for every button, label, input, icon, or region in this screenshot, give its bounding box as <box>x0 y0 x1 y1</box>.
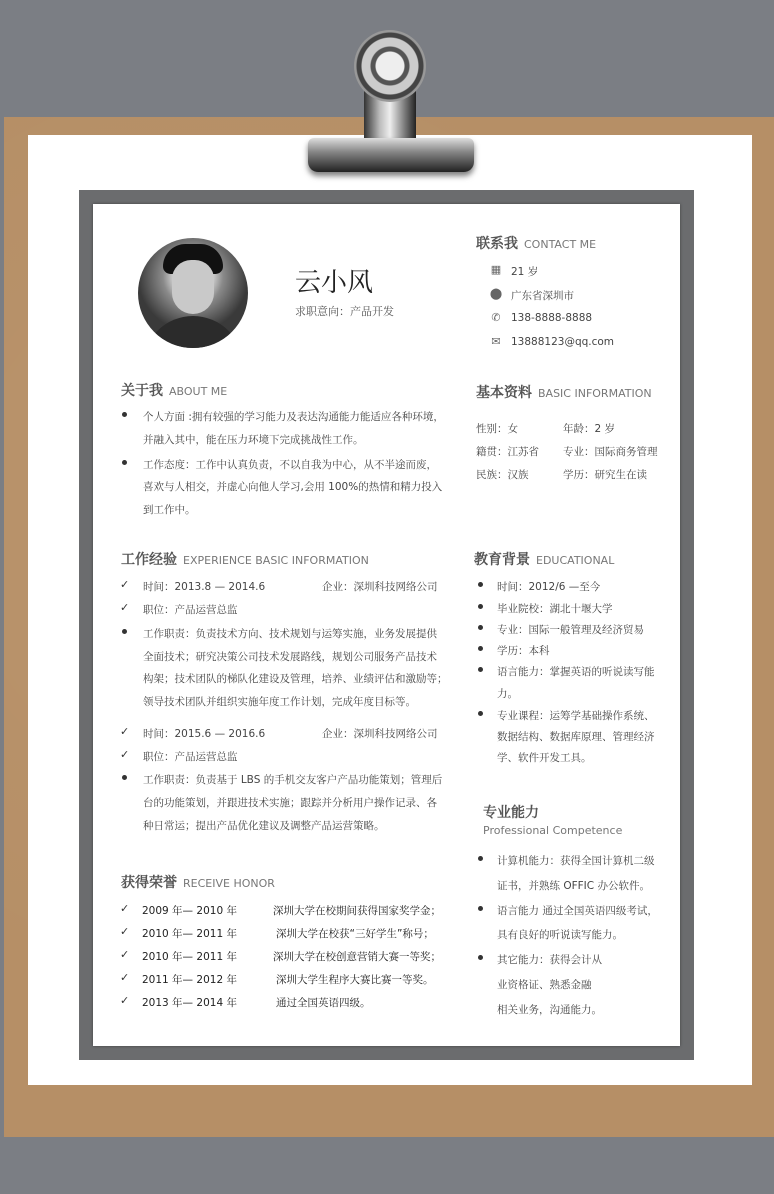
bullet <box>122 775 127 780</box>
bullet <box>478 646 483 651</box>
work-title: 工作经验 <box>121 552 177 568</box>
honor-year: 2013 年— 2014 年 <box>142 997 237 1009</box>
check-icon: ✓ <box>120 948 130 961</box>
honor-text: 深圳大学在校期间获得国家奖学金； <box>273 905 441 917</box>
skills-subtitle: Professional Competence <box>483 824 623 837</box>
contact-location: 广东省深圳市 <box>511 290 574 302</box>
avatar <box>138 238 248 348</box>
honor-year: 2010 年— 2011 年 <box>142 951 237 963</box>
work-heading <box>121 549 369 569</box>
bullet <box>478 667 483 672</box>
honor-title-en: RECEIVE HONOR <box>183 877 275 890</box>
avatar-shoulders <box>143 316 243 348</box>
job1-company: 企业：深圳科技网络公司 <box>322 581 438 593</box>
bullet <box>478 604 483 609</box>
job-intent: 求职意向：产品开发 <box>295 305 394 318</box>
bullet <box>478 856 483 861</box>
honor-year: 2010 年— 2011 年 <box>142 928 237 940</box>
basic-title: 基本资料 <box>476 385 532 401</box>
job1-duty: 构架；技术团队的梯队化建设及管理，培养、业绩评估和激励等； <box>143 673 448 685</box>
basic-gender: 性别：女 <box>476 423 518 435</box>
edu-title: 教育背景 <box>474 552 530 568</box>
calendar-icon: ▦ <box>490 263 502 276</box>
contact-title-en: CONTACT ME <box>524 238 597 251</box>
contact-heading <box>476 233 596 253</box>
skills-line: 语言能力 通过全国英语四级考试， <box>497 905 658 917</box>
bullet <box>478 906 483 911</box>
work-title-en: EXPERIENCE BASIC INFORMATION <box>183 554 369 567</box>
check-icon: ✓ <box>120 748 130 761</box>
skills-line: 具有良好的听说读写能力。 <box>497 929 623 941</box>
honor-text: 深圳大学生程序大赛比赛一等奖。 <box>276 974 434 986</box>
about-heading <box>121 380 227 400</box>
check-icon: ✓ <box>120 971 130 984</box>
bullet <box>478 625 483 630</box>
honor-year: 2009 年— 2010 年 <box>142 905 237 917</box>
skills-line: 业资格证、熟悉金融 <box>497 979 592 991</box>
job1-duty: 全面技术；研究决策公司技术发展路线，规划公司服务产品技术 <box>143 651 437 663</box>
basic-major: 专业：国际商务管理 <box>563 446 658 458</box>
edu-line: 语言能力：掌握英语的听说读写能 <box>497 666 655 678</box>
skills-title: 专业能力 <box>483 805 539 821</box>
job1-duty: 工作职责：负责技术方向、技术规划与运筹实施，业务发展提供 <box>143 628 437 640</box>
bullet <box>478 955 483 960</box>
about-line: 工作态度：工作中认真负责，不以自我为中心，从不半途而废， <box>143 459 437 471</box>
basic-age: 年龄：2 岁 <box>563 423 616 435</box>
check-icon: ✓ <box>120 578 130 591</box>
basic-ethnicity: 民族：汉族 <box>476 469 529 481</box>
location-pin-icon: ⬤ <box>489 287 503 300</box>
job2-position: 职位：产品运营总监 <box>143 751 238 763</box>
skills-line: 计算机能力：获得全国计算机二级 <box>497 855 655 867</box>
check-icon: ✓ <box>120 601 130 614</box>
skills-line: 其它能力：获得会计从 <box>497 954 602 966</box>
job2-duty: 工作职责：负责基于 LBS 的手机交友客户产品功能策划；管理后 <box>143 774 443 786</box>
honor-title: 获得荣誉 <box>121 875 177 891</box>
basic-heading <box>476 382 652 402</box>
contact-age: 21 岁 <box>511 266 539 278</box>
check-icon: ✓ <box>120 994 130 1007</box>
edu-line: 力。 <box>497 688 518 700</box>
avatar-face <box>172 260 214 314</box>
mail-icon: ✉ <box>491 335 501 348</box>
job1-time: 时间：2013.8 — 2014.6 <box>143 581 266 593</box>
job2-duty: 台的功能策划，并跟进技术实施；跟踪并分析用户操作记录、各 <box>143 797 437 809</box>
edu-line: 时间：2012/6 —至今 <box>497 581 601 593</box>
check-icon: ✓ <box>120 725 130 738</box>
bullet <box>122 629 127 634</box>
job1-position: 职位：产品运营总监 <box>143 604 238 616</box>
basic-title-en: BASIC INFORMATION <box>538 387 652 400</box>
edu-heading <box>474 549 614 569</box>
edu-line: 毕业院校：湖北十堰大学 <box>497 603 613 615</box>
phone-icon: ✆ <box>491 311 501 324</box>
about-line: 到工作中。 <box>143 504 196 516</box>
honor-heading <box>121 872 275 892</box>
job2-time: 时间：2015.6 — 2016.6 <box>143 728 266 740</box>
bullet <box>478 711 483 716</box>
about-line: 并融入其中，能在压力环境下完成挑战性工作。 <box>143 434 364 446</box>
edu-title-en: EDUCATIONAL <box>536 554 615 567</box>
job1-duty: 领导技术团队并组织实施年度工作计划，完成年度目标等。 <box>143 696 416 708</box>
about-title: 关于我 <box>121 383 163 399</box>
skills-line: 证书，并熟练 OFFIC 办公软件。 <box>497 880 650 892</box>
bullet <box>478 582 483 587</box>
edu-line: 专业：国际一般管理及经济贸易 <box>497 624 644 636</box>
contact-title: 联系我 <box>476 236 518 252</box>
job2-company: 企业：深圳科技网络公司 <box>322 728 438 740</box>
binder-clip-ring <box>354 30 426 102</box>
binder-clip-base <box>308 138 474 172</box>
honor-text: 深圳大学在校创意营销大赛一等奖； <box>273 951 441 963</box>
check-icon: ✓ <box>120 902 130 915</box>
edu-line: 学历：本科 <box>497 645 550 657</box>
edu-line: 数据结构、数据库原理、管理经济 <box>497 731 655 743</box>
edu-line: 专业课程：运筹学基础操作系统、 <box>497 710 655 722</box>
profile-name: 云小风 <box>295 268 374 298</box>
honor-text: 通过全国英语四级。 <box>276 997 371 1009</box>
about-line: 个人方面 :拥有较强的学习能力及表达沟通能力能适应各种环境， <box>143 411 444 423</box>
basic-native: 籍贯：江苏省 <box>476 446 539 458</box>
check-icon: ✓ <box>120 925 130 938</box>
contact-phone: 138-8888-8888 <box>511 312 593 324</box>
job2-duty: 种日常运；提出产品优化建议及调整产品运营策略。 <box>143 820 385 832</box>
about-title-en: ABOUT ME <box>169 385 228 398</box>
bullet <box>122 412 127 417</box>
about-line: 喜欢与人相交，并虚心向他人学习,会用 100%的热情和精力投入 <box>143 481 443 493</box>
edu-line: 学、软件开发工具。 <box>497 752 592 764</box>
contact-email: 13888123@qq.com <box>511 336 615 348</box>
skills-line: 相关业务，沟通能力。 <box>497 1004 602 1016</box>
honor-year: 2011 年— 2012 年 <box>142 974 237 986</box>
basic-degree: 学历：研究生在读 <box>563 469 647 481</box>
honor-text: 深圳大学在校获“三好学生”称号； <box>276 928 434 940</box>
bullet <box>122 460 127 465</box>
